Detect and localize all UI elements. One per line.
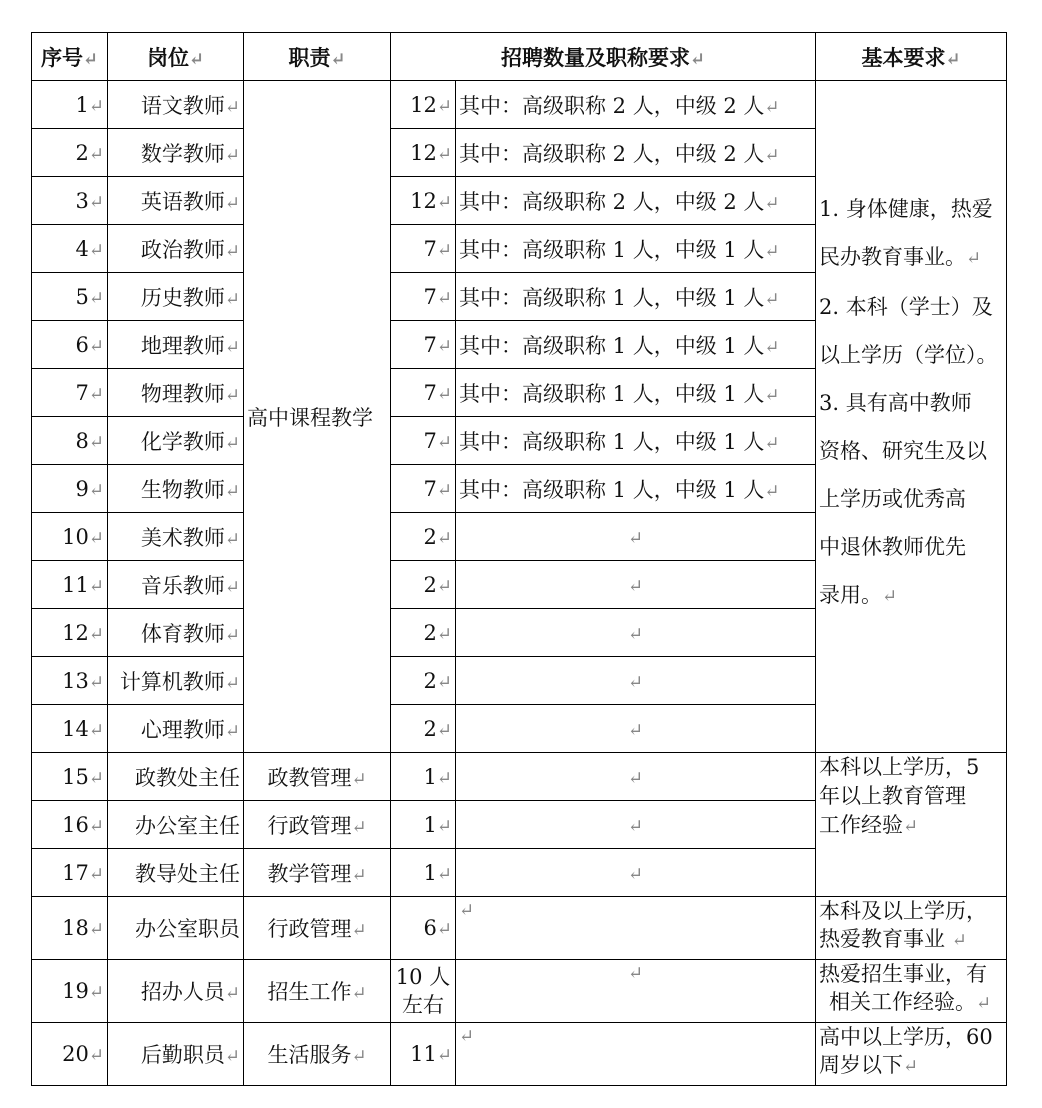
row-duty: 生活服务↵ — [244, 1023, 391, 1086]
requirement-line: 本科及以上学历， — [819, 899, 987, 923]
requirement-line: 中退休教师优先 — [819, 535, 966, 559]
header-duty: 职责↵ — [244, 33, 391, 81]
row-position: 体育教师↵ — [108, 609, 244, 657]
row-no: 8↵ — [32, 417, 108, 465]
row-title-requirement: ↵ — [456, 657, 816, 705]
requirement-line: 录用。↵ — [819, 583, 898, 607]
requirement-line: 相关工作经验。↵ — [829, 990, 992, 1014]
table-row — [32, 81, 1007, 129]
row-duty: 招生工作↵ — [244, 960, 391, 1023]
row-no: 14↵ — [32, 705, 108, 753]
row-title-requirement: ↵ — [456, 1023, 816, 1086]
row-count: 10 人 左右 — [391, 960, 456, 1023]
requirement-line: 周岁以下↵ — [819, 1053, 919, 1077]
row-duty: 政教管理↵ — [244, 753, 391, 801]
row-position: 办公室职员 — [108, 897, 244, 960]
row-count: 7↵ — [391, 321, 456, 369]
requirement-line: 以上学历（学位）。 — [819, 343, 998, 367]
clerk-requirements-cell — [816, 897, 1007, 960]
row-title-requirement: 其中：高级职称 1 人，中级 1 人↵ — [456, 369, 816, 417]
row-no: 4↵ — [32, 225, 108, 273]
row-count: 2↵ — [391, 705, 456, 753]
row-title-requirement: ↵ — [456, 801, 816, 849]
row-count: 11↵ — [391, 1023, 456, 1086]
director-requirements-cell — [816, 753, 1007, 897]
row-position: 政教处主任 — [108, 753, 244, 801]
row-count: 7↵ — [391, 225, 456, 273]
row-no: 16↵ — [32, 801, 108, 849]
requirement-line: 上学历或优秀高 — [819, 487, 966, 511]
row-title-requirement: ↵ — [456, 960, 816, 1023]
header-row — [32, 33, 1007, 81]
row-position: 计算机教师↵ — [108, 657, 244, 705]
row-count: 2↵ — [391, 657, 456, 705]
row-title-requirement: 其中：高级职称 1 人，中级 1 人↵ — [456, 273, 816, 321]
row-count: 7↵ — [391, 273, 456, 321]
row-position: 教导处主任 — [108, 849, 244, 897]
row-position: 历史教师↵ — [108, 273, 244, 321]
row-count: 12↵ — [391, 81, 456, 129]
header-requirements: 基本要求↵ — [816, 33, 1007, 81]
row-title-requirement: 其中：高级职称 2 人，中级 2 人↵ — [456, 129, 816, 177]
row-no: 20↵ — [32, 1023, 108, 1086]
requirement-line: 3. 具有高中教师 — [819, 391, 972, 415]
row-no: 10↵ — [32, 513, 108, 561]
admissions-requirements-cell — [816, 960, 1007, 1023]
row-count: 2↵ — [391, 561, 456, 609]
row-no: 19↵ — [32, 960, 108, 1023]
row-no: 17↵ — [32, 849, 108, 897]
row-position: 后勤职员↵ — [108, 1023, 244, 1086]
row-position: 生物教师↵ — [108, 465, 244, 513]
row-duty: 行政管理↵ — [244, 897, 391, 960]
row-count: 2↵ — [391, 609, 456, 657]
teaching-duty-cell: 高中课程教学 — [244, 81, 391, 753]
logistics-requirements-cell — [816, 1023, 1007, 1086]
requirement-line: 2. 本科（学士）及 — [819, 295, 993, 319]
row-no: 13↵ — [32, 657, 108, 705]
row-no: 3↵ — [32, 177, 108, 225]
table-row — [32, 897, 1007, 960]
row-no: 2↵ — [32, 129, 108, 177]
header-quota: 招聘数量及职称要求↵ — [391, 33, 816, 81]
row-position: 地理教师↵ — [108, 321, 244, 369]
row-position: 办公室主任 — [108, 801, 244, 849]
requirement-line: 热爱教育事业 ↵ — [819, 927, 967, 951]
row-no: 11↵ — [32, 561, 108, 609]
row-no: 7↵ — [32, 369, 108, 417]
row-title-requirement: ↵ — [456, 897, 816, 960]
row-title-requirement: ↵ — [456, 561, 816, 609]
row-count: 12↵ — [391, 129, 456, 177]
requirement-line: 高中以上学历，60 — [819, 1025, 993, 1049]
row-position: 心理教师↵ — [108, 705, 244, 753]
row-no: 15↵ — [32, 753, 108, 801]
row-position: 美术教师↵ — [108, 513, 244, 561]
requirement-line: 热爱招生事业，有 — [819, 962, 987, 986]
requirement-line: 工作经验↵ — [819, 813, 919, 837]
row-no: 5↵ — [32, 273, 108, 321]
row-count: 7↵ — [391, 465, 456, 513]
row-position: 化学教师↵ — [108, 417, 244, 465]
row-count: 1↵ — [391, 849, 456, 897]
requirement-line: 本科以上学历，5 — [819, 755, 980, 779]
row-title-requirement: 其中：高级职称 1 人，中级 1 人↵ — [456, 321, 816, 369]
row-position: 物理教师↵ — [108, 369, 244, 417]
row-title-requirement: ↵ — [456, 705, 816, 753]
row-duty: 行政管理↵ — [244, 801, 391, 849]
row-title-requirement: ↵ — [456, 609, 816, 657]
row-title-requirement: 其中：高级职称 2 人，中级 2 人↵ — [456, 81, 816, 129]
row-count: 6↵ — [391, 897, 456, 960]
row-count: 1↵ — [391, 753, 456, 801]
row-no: 18↵ — [32, 897, 108, 960]
teacher-requirements-cell — [816, 81, 1007, 753]
row-no: 6↵ — [32, 321, 108, 369]
row-title-requirement: 其中：高级职称 1 人，中级 1 人↵ — [456, 225, 816, 273]
row-position: 招办人员↵ — [108, 960, 244, 1023]
row-title-requirement: 其中：高级职称 1 人，中级 1 人↵ — [456, 417, 816, 465]
row-count: 7↵ — [391, 417, 456, 465]
row-title-requirement: ↵ — [456, 753, 816, 801]
row-title-requirement: 其中：高级职称 1 人，中级 1 人↵ — [456, 465, 816, 513]
row-no: 12↵ — [32, 609, 108, 657]
row-count: 2↵ — [391, 513, 456, 561]
table-row — [32, 753, 1007, 801]
table-row — [32, 960, 1007, 1023]
row-position: 数学教师↵ — [108, 129, 244, 177]
requirement-line: 年以上教育管理 — [819, 784, 966, 808]
row-count: 12↵ — [391, 177, 456, 225]
requirement-line: 民办教育事业。↵ — [819, 245, 982, 269]
row-position: 英语教师↵ — [108, 177, 244, 225]
row-count: 7↵ — [391, 369, 456, 417]
row-no: 1↵ — [32, 81, 108, 129]
row-position: 语文教师↵ — [108, 81, 244, 129]
row-no: 9↵ — [32, 465, 108, 513]
row-position: 政治教师↵ — [108, 225, 244, 273]
row-count: 1↵ — [391, 801, 456, 849]
header-position: 岗位↵ — [108, 33, 244, 81]
recruitment-table — [31, 32, 1007, 1086]
table-row — [32, 1023, 1007, 1086]
requirement-line: 1. 身体健康，热爱 — [819, 197, 993, 221]
row-duty: 教学管理↵ — [244, 849, 391, 897]
row-title-requirement: ↵ — [456, 849, 816, 897]
requirement-line: 资格、研究生及以 — [819, 439, 987, 463]
row-title-requirement: ↵ — [456, 513, 816, 561]
header-no: 序号↵ — [32, 33, 108, 81]
row-title-requirement: 其中：高级职称 2 人，中级 2 人↵ — [456, 177, 816, 225]
row-position: 音乐教师↵ — [108, 561, 244, 609]
